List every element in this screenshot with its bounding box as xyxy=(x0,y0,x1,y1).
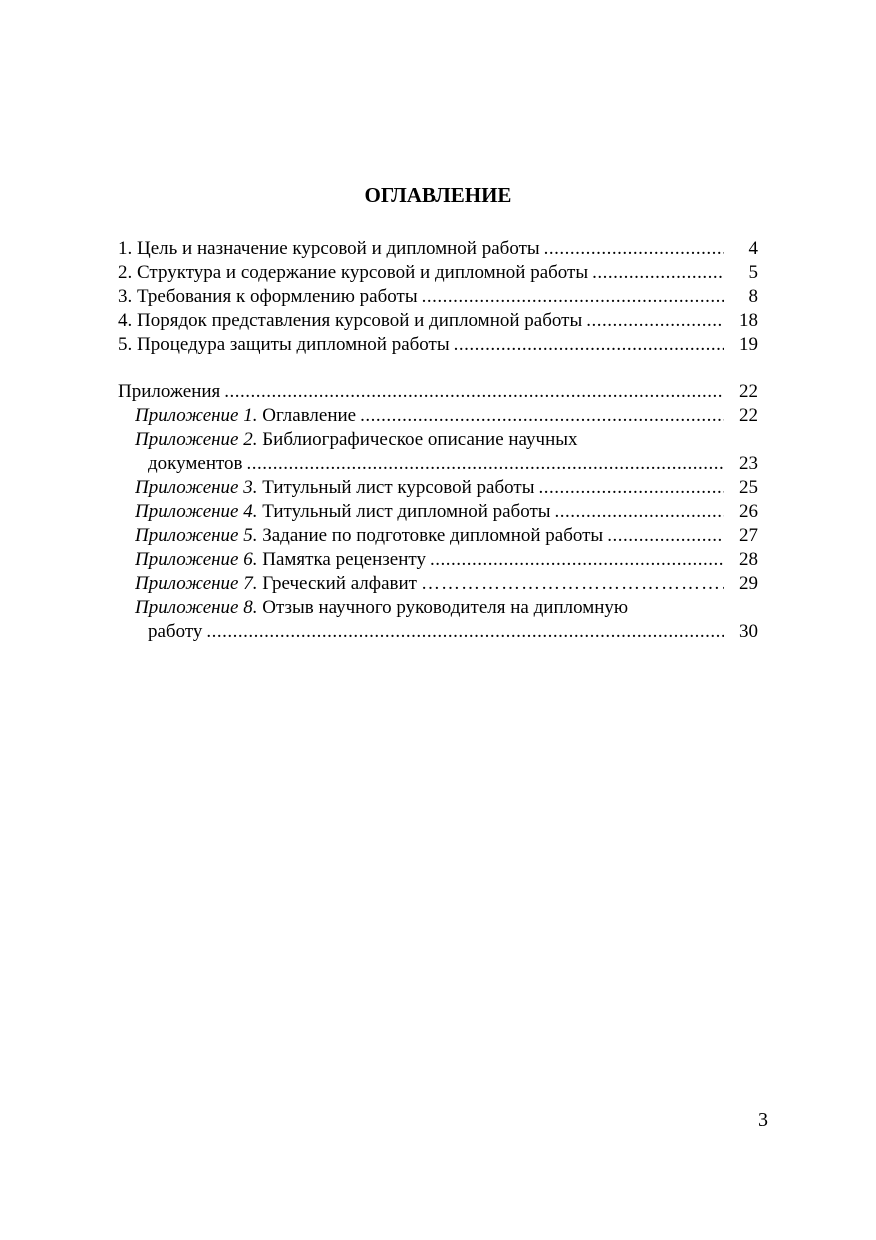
toc-page-number: 25 xyxy=(739,477,758,498)
dot-leader xyxy=(538,476,724,500)
dot-leader xyxy=(360,404,724,428)
dot-leader xyxy=(586,309,724,333)
toc-entry-lead xyxy=(135,524,724,548)
appendix-label: Приложение 8. xyxy=(135,597,258,618)
toc-entry-appendix-6[interactable] xyxy=(118,548,758,572)
toc-page-number: 22 xyxy=(739,381,758,402)
toc-page-number: 26 xyxy=(739,501,758,522)
appendix-label: Приложение 4. xyxy=(135,501,258,522)
toc-entry-lead xyxy=(118,285,724,309)
toc-entry-appendix-2[interactable] xyxy=(118,428,758,452)
toc-entry-lead xyxy=(135,500,724,524)
dot-leader xyxy=(247,452,724,476)
toc-entry-lead xyxy=(135,404,724,428)
appendix-title: Оглавление xyxy=(262,405,357,426)
toc-entry-appendix-7[interactable] xyxy=(118,572,758,596)
table-of-contents xyxy=(118,237,758,644)
toc-entry-lead xyxy=(118,261,724,285)
toc-page-number: 30 xyxy=(739,621,758,642)
page-number: 3 xyxy=(758,1109,768,1131)
toc-page-number: 29 xyxy=(739,573,758,594)
toc-entry-text xyxy=(135,500,555,524)
appendix-title: Титульный лист дипломной работы xyxy=(262,501,551,522)
appendix-title: Задание по подготовке дипломной работы xyxy=(262,525,604,546)
dot-leader xyxy=(555,500,724,524)
toc-entry-text: Приложения xyxy=(118,380,224,404)
toc-entry-lead xyxy=(135,572,724,596)
appendix-label: Приложение 6. xyxy=(135,549,258,570)
appendix-label: Приложение 3. xyxy=(135,477,258,498)
toc-page-number: 5 xyxy=(748,262,758,283)
dot-leader xyxy=(607,524,724,548)
toc-page-number: 4 xyxy=(748,238,758,259)
appendix-title: Памятка рецензенту xyxy=(262,549,426,570)
toc-entry-lead xyxy=(118,333,724,357)
toc-entry-text xyxy=(135,404,360,428)
toc-entry-appendix-2-continuation[interactable] xyxy=(118,452,758,476)
page-title: ОГЛАВЛЕНИЕ xyxy=(364,183,512,207)
toc-entry-appendix-4[interactable] xyxy=(118,500,758,524)
toc-entry-lead xyxy=(118,309,724,333)
appendix-label: Приложение 2. xyxy=(135,429,258,450)
appendix-title-continuation: работу xyxy=(148,620,206,644)
toc-page-number: 23 xyxy=(739,453,758,474)
toc-entry-section-3[interactable] xyxy=(118,285,758,309)
appendix-label: Приложение 1. xyxy=(135,405,258,426)
toc-page-number: 28 xyxy=(739,549,758,570)
toc-entry-text: 3. Требования к оформлению работы xyxy=(118,285,422,309)
toc-page-number: 18 xyxy=(739,310,758,331)
toc-page-number: 22 xyxy=(739,405,758,426)
toc-entry-appendix-1[interactable] xyxy=(118,404,758,428)
dot-leader xyxy=(206,620,724,644)
toc-entry-lead xyxy=(135,476,724,500)
appendix-title: Библиографическое описание научных xyxy=(262,429,578,450)
toc-entry-text xyxy=(135,596,758,620)
dot-leader xyxy=(422,285,724,309)
toc-entry-text xyxy=(135,572,421,596)
toc-entry-text xyxy=(135,476,538,500)
toc-entry-lead xyxy=(118,380,724,404)
toc-entry-appendix-5[interactable] xyxy=(118,524,758,548)
toc-entry-lead xyxy=(148,620,724,644)
toc-entry-section-4[interactable] xyxy=(118,309,758,333)
dot-leader xyxy=(544,237,724,261)
toc-entry-lead xyxy=(118,237,724,261)
toc-entry-appendix-8-continuation[interactable] xyxy=(118,620,758,644)
toc-page-number: 27 xyxy=(739,525,758,546)
toc-entry-section-1[interactable] xyxy=(118,237,758,261)
appendix-title: Титульный лист курсовой работы xyxy=(262,477,535,498)
dot-leader xyxy=(454,333,724,357)
appendix-label: Приложение 7. xyxy=(135,573,258,594)
appendix-title: Отзыв научного руководителя на дипломную xyxy=(262,597,629,618)
toc-entry-text xyxy=(135,548,430,572)
toc-entry-appendix-8[interactable] xyxy=(118,596,758,620)
dot-leader xyxy=(592,261,724,285)
toc-page-number: 19 xyxy=(739,334,758,355)
toc-entry-section-2[interactable] xyxy=(118,261,758,285)
toc-entry-text: 2. Структура и содержание курсовой и дипломной работы xyxy=(118,261,592,285)
toc-entry-text xyxy=(135,524,607,548)
toc-page-number: 8 xyxy=(748,286,758,307)
toc-entry-lead xyxy=(135,548,724,572)
toc-entry-text xyxy=(135,428,758,452)
toc-entry-text: 4. Порядок представления курсовой и дипломной работы xyxy=(118,309,586,333)
dot-leader xyxy=(430,548,724,572)
appendix-title-continuation: документов xyxy=(148,452,247,476)
toc-entry-appendix-3[interactable] xyxy=(118,476,758,500)
toc-entry-section-5[interactable] xyxy=(118,333,758,357)
dot-leader xyxy=(224,380,724,404)
toc-entry-appendices[interactable] xyxy=(118,380,758,404)
appendix-label: Приложение 5. xyxy=(135,525,258,546)
appendix-title: Греческий алфавит xyxy=(262,573,417,594)
toc-entry-text: 5. Процедура защиты дипломной работы xyxy=(118,333,454,357)
dot-leader xyxy=(421,572,724,596)
toc-entry-text: 1. Цель и назначение курсовой и дипломной работы xyxy=(118,237,544,261)
toc-entry-lead xyxy=(148,452,724,476)
